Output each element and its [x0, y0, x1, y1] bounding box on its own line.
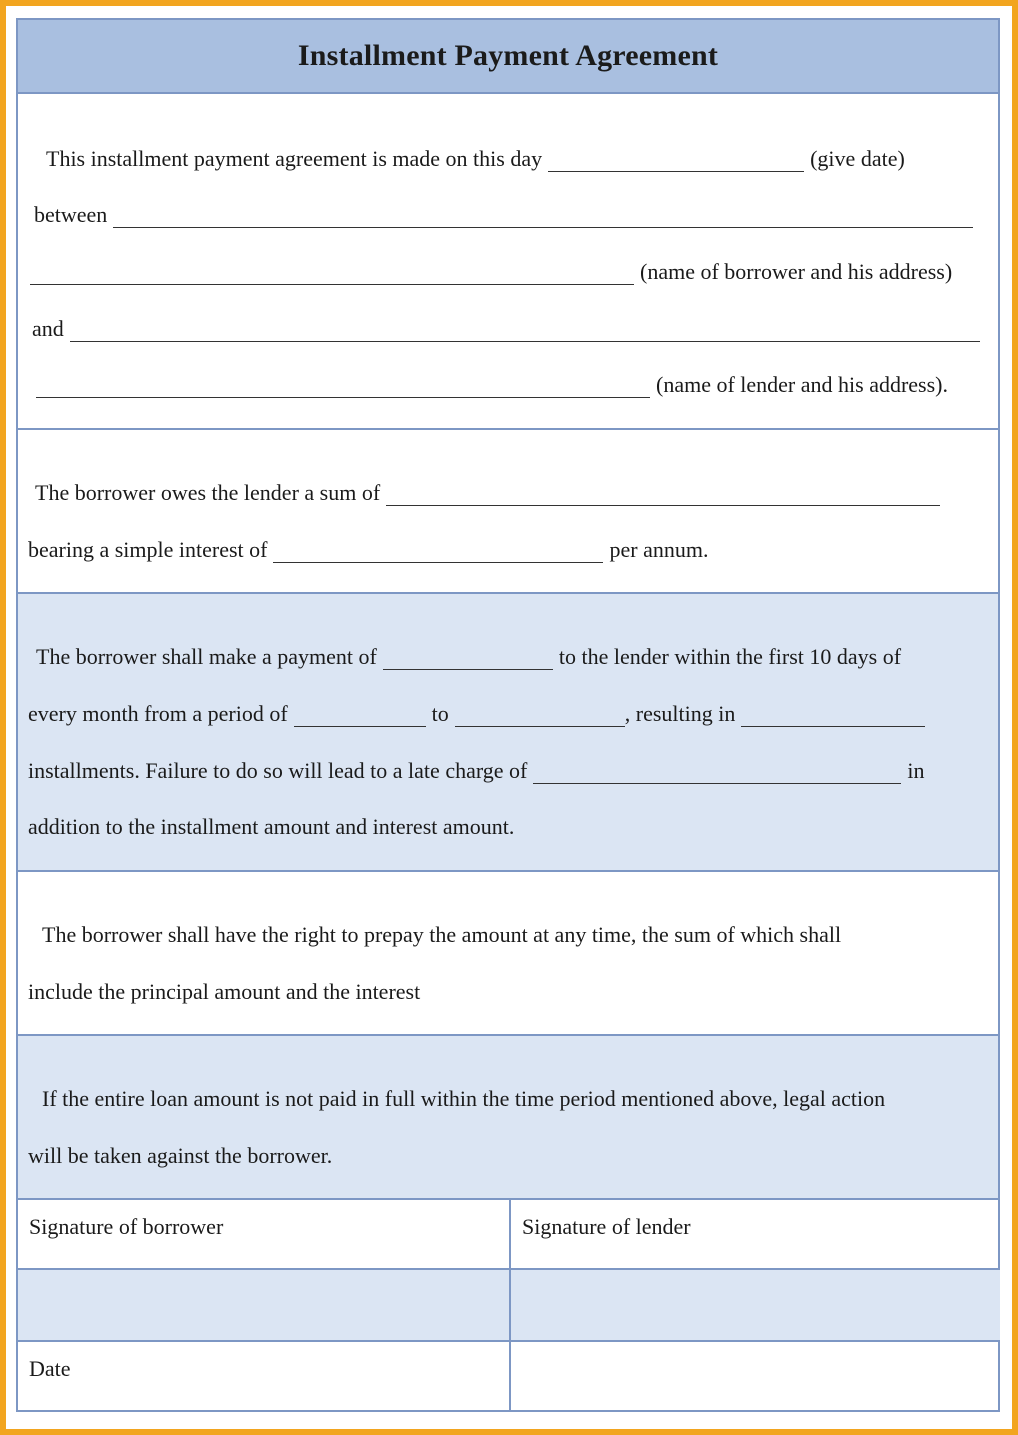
lender-signature-label-cell [511, 1200, 1000, 1268]
payment-section [18, 594, 998, 870]
installments-count-field[interactable] [741, 704, 925, 727]
payment-amount-field[interactable] [383, 647, 553, 670]
borrower-signature-label: Signature of borrower [29, 1214, 224, 1239]
debt-text-per-annum: per annum. [609, 537, 709, 562]
lender-date-cell[interactable] [511, 1342, 1000, 1410]
payment-line-2 [28, 701, 931, 727]
legal-text-2: will be taken against the borrower. [28, 1143, 333, 1168]
prepay-line-2 [28, 979, 420, 1005]
agreement-form [16, 18, 1000, 1412]
debt-text-1: The borrower owes the lender a sum of [35, 480, 381, 505]
lender-name-field[interactable] [70, 319, 980, 342]
borrower-signature-field[interactable] [18, 1270, 509, 1340]
intro-hint-date: (give date) [810, 146, 905, 171]
payment-text-2b: to [431, 701, 449, 726]
parties-section [18, 96, 998, 428]
period-end-field[interactable] [455, 704, 625, 727]
intro-line-3 [24, 259, 952, 285]
prepay-text-1: The borrower shall have the right to prepay the amount at any time, the sum of which shall [42, 922, 842, 947]
payment-text-3b: in [907, 758, 925, 783]
lender-signature-field[interactable] [511, 1270, 1000, 1340]
legal-line-2 [28, 1143, 332, 1169]
payment-text-2c: , resulting in [624, 701, 736, 726]
borrower-name-field[interactable] [113, 205, 973, 228]
date-field[interactable] [548, 149, 804, 172]
payment-text-1b: to the lender within the first 10 days of [558, 644, 902, 669]
payment-text-2a: every month from a period of [28, 701, 288, 726]
date-label: Date [29, 1356, 71, 1381]
sum-owed-field[interactable] [386, 483, 940, 506]
intro-hint-lender: (name of lender and his address). [656, 372, 949, 397]
intro-text-between: between [34, 202, 108, 227]
lender-signature-label: Signature of lender [522, 1214, 691, 1239]
intro-hint-borrower: (name of borrower and his address) [640, 259, 953, 284]
prepay-line-1 [42, 922, 841, 948]
debt-section [18, 430, 998, 592]
payment-line-1 [36, 644, 901, 670]
intro-line-2 [34, 202, 979, 228]
borrower-address-field[interactable] [30, 262, 634, 285]
interest-rate-field[interactable] [273, 540, 603, 563]
title-bar [18, 20, 998, 94]
legal-line-1 [42, 1086, 885, 1112]
intro-line-4 [32, 316, 986, 342]
payment-text-1: The borrower shall make a payment of [36, 644, 377, 669]
late-charge-field[interactable] [533, 761, 901, 784]
debt-text-2: bearing a simple interest of [28, 537, 268, 562]
borrower-date-cell[interactable] [18, 1342, 509, 1410]
prepay-section [18, 872, 998, 1034]
debt-line-2 [28, 537, 708, 563]
lender-address-field[interactable] [36, 375, 650, 398]
period-start-field[interactable] [294, 704, 426, 727]
table-vertical-divider [509, 1200, 511, 1410]
intro-text-1: This installment payment agreement is made on this day [46, 146, 543, 171]
page-title: Installment Payment Agreement [297, 39, 719, 72]
borrower-signature-label-cell [18, 1200, 509, 1268]
intro-line-1 [46, 146, 905, 172]
intro-text-and: and [32, 316, 64, 341]
payment-text-4: addition to the installment amount and interest amount. [28, 814, 515, 839]
legal-section [18, 1036, 998, 1198]
payment-text-3: installments. Failure to do so will lead to a late charge of [28, 758, 528, 783]
legal-text-1: If the entire loan amount is not paid in full within the time period mentioned above, legal action [42, 1086, 886, 1111]
payment-line-3 [28, 758, 925, 784]
intro-line-5 [30, 372, 948, 398]
prepay-text-2: include the principal amount and the interest [28, 979, 421, 1004]
debt-line-1 [35, 480, 946, 506]
payment-line-4 [28, 814, 514, 840]
